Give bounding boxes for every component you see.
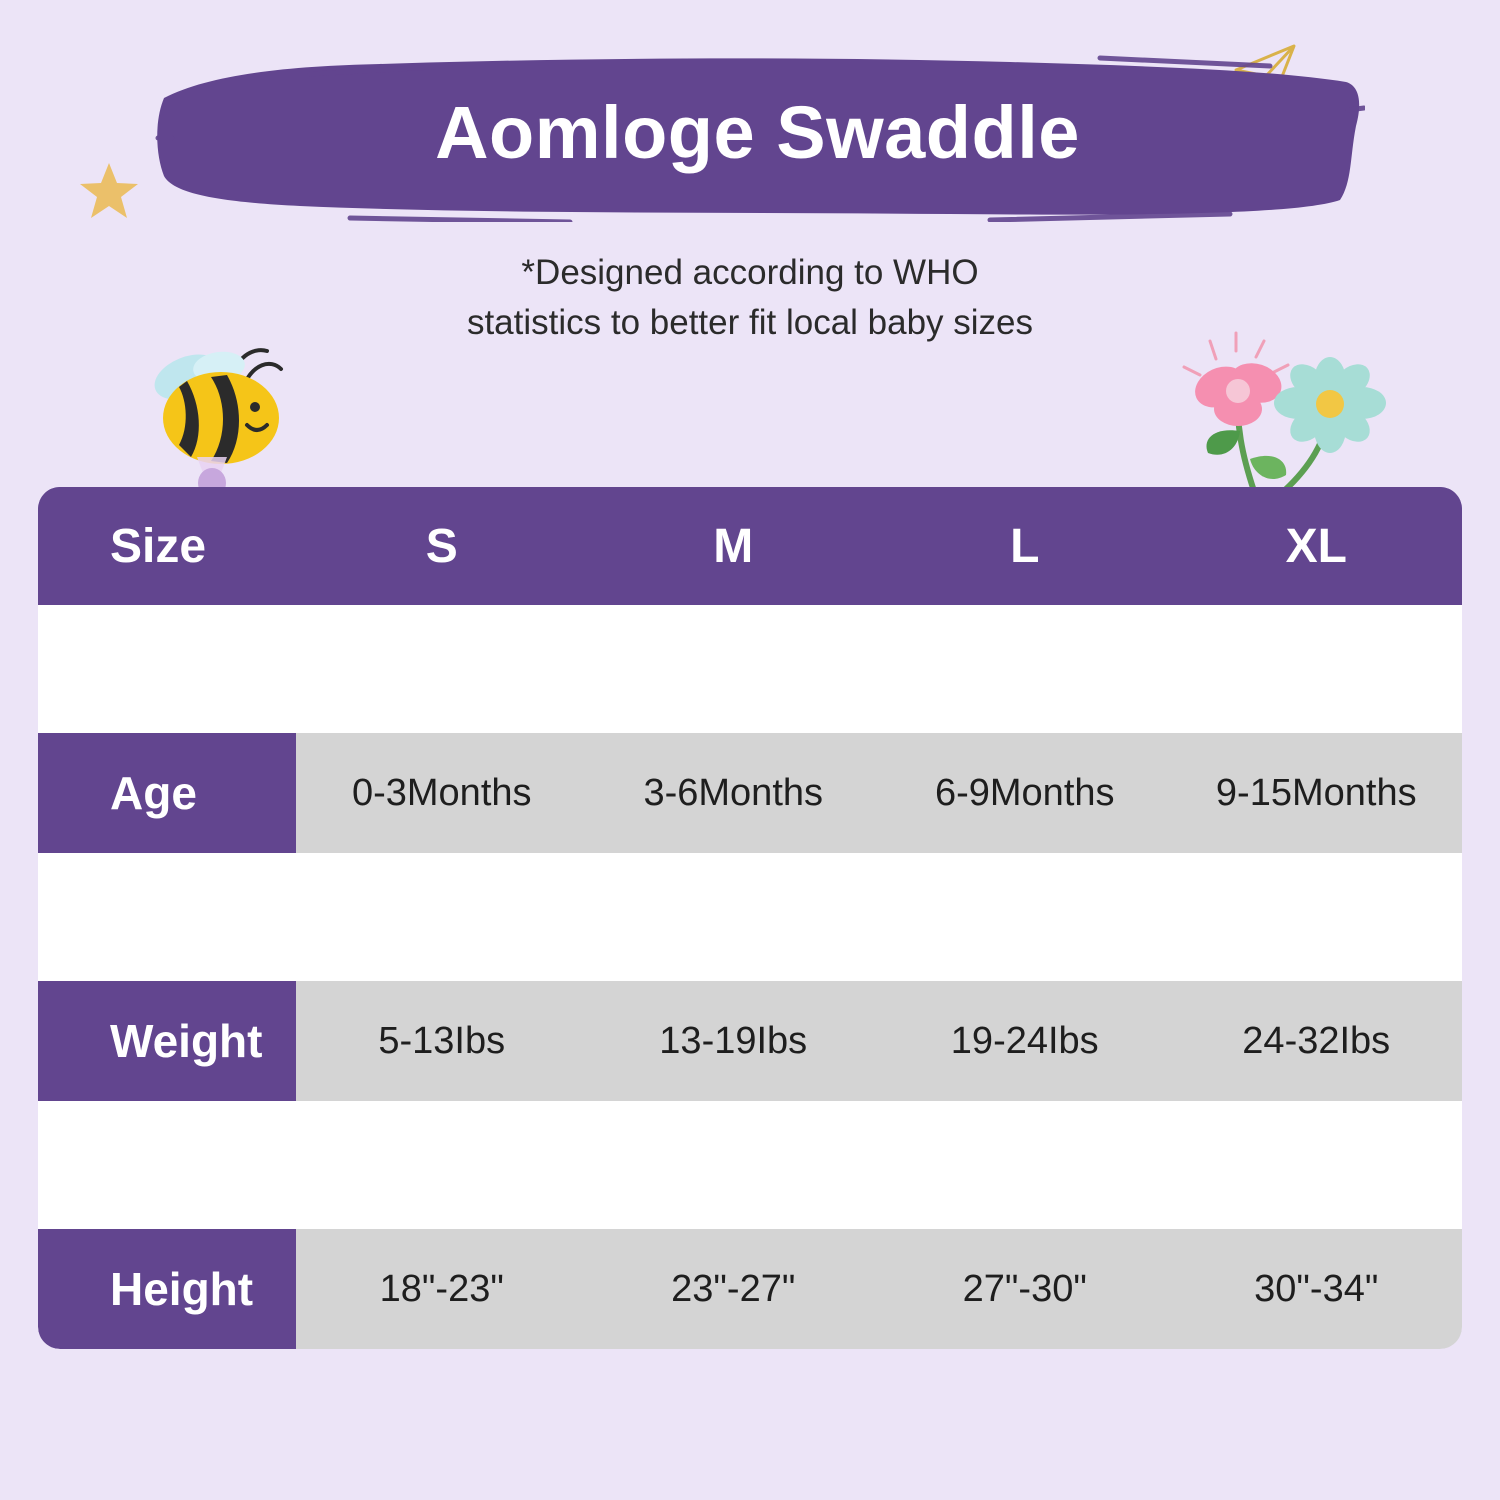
weight-xl: 24-32Ibs [1242,1019,1391,1062]
age-l: 6-9Months [934,771,1115,814]
title-banner [150,52,1365,222]
table-row-weight [38,981,1462,1101]
row-values-weight [296,981,1462,1101]
row-label-height: Height [38,1229,296,1349]
age-s: 0-3Months [351,771,532,814]
subtitle-line-1: *Designed according to WHO [521,253,979,292]
row-label-age: Age [38,733,296,853]
header-col-s: S [425,519,458,573]
table-spacer-row [38,853,1462,981]
weight-l: 19-24Ibs [950,1019,1099,1062]
page-title: Aomloge Swaddle [435,91,1080,174]
table-header-row [38,487,1462,605]
weight-s: 5-13Ibs [378,1019,506,1062]
header-label-size: Size [38,487,296,605]
table-spacer-row [38,1101,1462,1229]
row-label-weight: Weight [38,981,296,1101]
table-row-age [38,733,1462,853]
subtitle [0,248,1500,347]
flowers-icon [1180,325,1395,505]
age-xl: 9-15Months [1215,771,1417,814]
weight-m: 13-19Ibs [659,1019,808,1062]
bee-icon [135,325,300,505]
height-xl: 30"-34" [1254,1267,1379,1310]
row-values-height [296,1229,1462,1349]
height-l: 27"-30" [962,1267,1087,1310]
table-row-height [38,1229,1462,1349]
age-m: 3-6Months [643,771,824,814]
header-col-l: L [1010,519,1040,573]
row-values-age [296,733,1462,853]
subtitle-line-2: statistics to better fit local baby sizes [466,302,1034,342]
table-spacer-row [38,605,1462,733]
header-col-xl: XL [1285,519,1347,573]
star-icon [78,160,140,227]
size-chart-table [38,487,1462,1349]
height-m: 23"-27" [671,1267,796,1310]
height-s: 18"-23" [379,1267,504,1310]
header-columns [296,487,1462,605]
header-col-m: M [713,519,754,573]
